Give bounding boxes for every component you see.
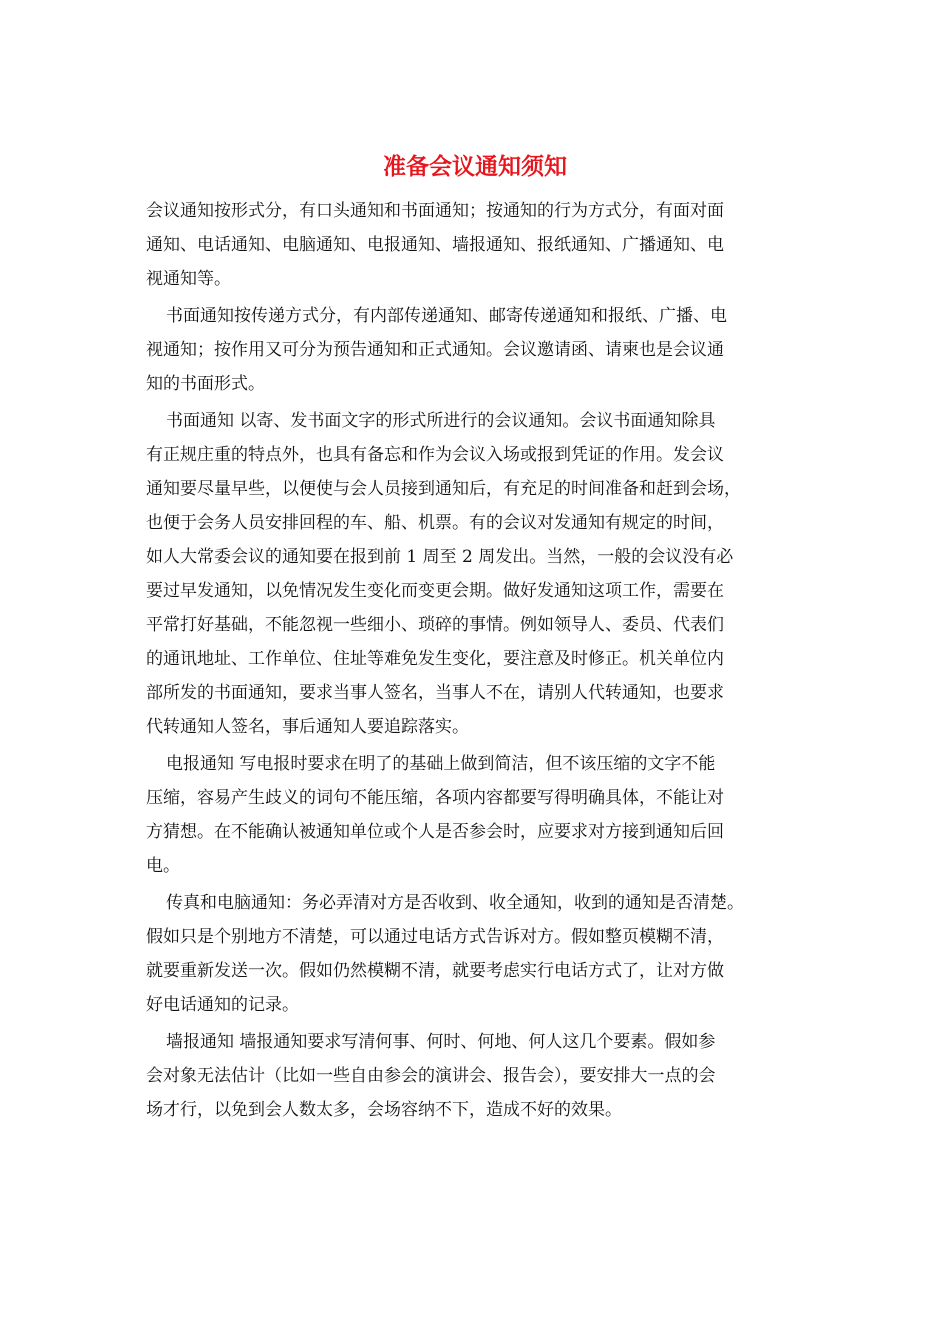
paragraph-line: 如人大常委会议的通知要在报到前 1 周至 2 周发出。当然，一般的会议没有必 [146, 547, 734, 567]
paragraph-line: 也便于会务人员安排回程的车、船、机票。有的会议对发通知有规定的时间， [146, 513, 724, 533]
paragraph-line: 有正规庄重的特点外，也具有备忘和作为会议入场或报到凭证的作用。发会议 [146, 445, 724, 465]
document-body [146, 194, 814, 1127]
paragraph-line: 视通知；按作用又可分为预告通知和正式通知。会议邀请函、请柬也是会议通 [146, 340, 724, 360]
paragraph [146, 1025, 814, 1127]
paragraph [146, 886, 814, 1022]
paragraph-line: 部所发的书面通知，要求当事人签名，当事人不在，请别人代转通知，也要求 [146, 683, 724, 703]
paragraph-line: 好电话通知的记录。 [146, 995, 299, 1015]
paragraph-line: 电报通知 写电报时要求在明了的基础上做到简洁，但不该压缩的文字不能 [166, 754, 716, 774]
paragraph-line: 通知、电话通知、电脑通知、电报通知、墙报通知、报纸通知、广播通知、电 [146, 235, 724, 255]
paragraph [146, 299, 814, 401]
paragraph-line: 的通讯地址、工作单位、住址等难免发生变化，要注意及时修正。机关单位内 [146, 649, 724, 669]
paragraph [146, 194, 814, 296]
paragraph-line: 平常打好基础，不能忽视一些细小、琐碎的事情。例如领导人、委员、代表们 [146, 615, 724, 635]
paragraph [146, 747, 814, 883]
paragraph-line: 视通知等。 [146, 269, 231, 289]
paragraph-line: 书面通知按传递方式分，有内部传递通知、邮寄传递通知和报纸、广播、电 [166, 306, 727, 326]
paragraph-line: 就要重新发送一次。假如仍然模糊不清，就要考虑实行电话方式了，让对方做 [146, 961, 724, 981]
paragraph-line: 电。 [146, 856, 180, 876]
paragraph-line: 方猜想。在不能确认被通知单位或个人是否参会时，应要求对方接到通知后回 [146, 822, 724, 842]
paragraph-line: 假如只是个别地方不清楚，可以通过电话方式告诉对方。假如整页模糊不清， [146, 927, 724, 947]
paragraph-line: 压缩，容易产生歧义的词句不能压缩，各项内容都要写得明确具体，不能让对 [146, 788, 724, 808]
paragraph-line: 通知要尽量早些，以便使与会人员接到通知后，有充足的时间准备和赶到会场， [146, 479, 741, 499]
paragraph-line: 知的书面形式。 [146, 374, 265, 394]
paragraph-line: 书面通知 以寄、发书面文字的形式所进行的会议通知。会议书面通知除具 [166, 411, 716, 431]
paragraph-line: 会对象无法估计（比如一些自由参会的演讲会、报告会），要安排大一点的会 [146, 1066, 716, 1086]
paragraph-line: 要过早发通知，以免情况发生变化而变更会期。做好发通知这项工作，需要在 [146, 581, 724, 601]
document-title: 准备会议通知须知 [383, 153, 567, 180]
paragraph-line: 场才行，以免到会人数太多，会场容纳不下，造成不好的效果。 [146, 1100, 622, 1120]
paragraph-line: 代转通知人签名，事后通知人要追踪落实。 [146, 717, 469, 737]
paragraph [146, 404, 814, 744]
paragraph-line: 传真和电脑通知：务必弄清对方是否收到、收全通知，收到的通知是否清楚。 [166, 893, 744, 913]
paragraph-line: 会议通知按形式分，有口头通知和书面通知；按通知的行为方式分，有面对面 [146, 201, 724, 221]
paragraph-line: 墙报通知 墙报通知要求写清何事、何时、何地、何人这几个要素。假如参 [166, 1032, 716, 1052]
